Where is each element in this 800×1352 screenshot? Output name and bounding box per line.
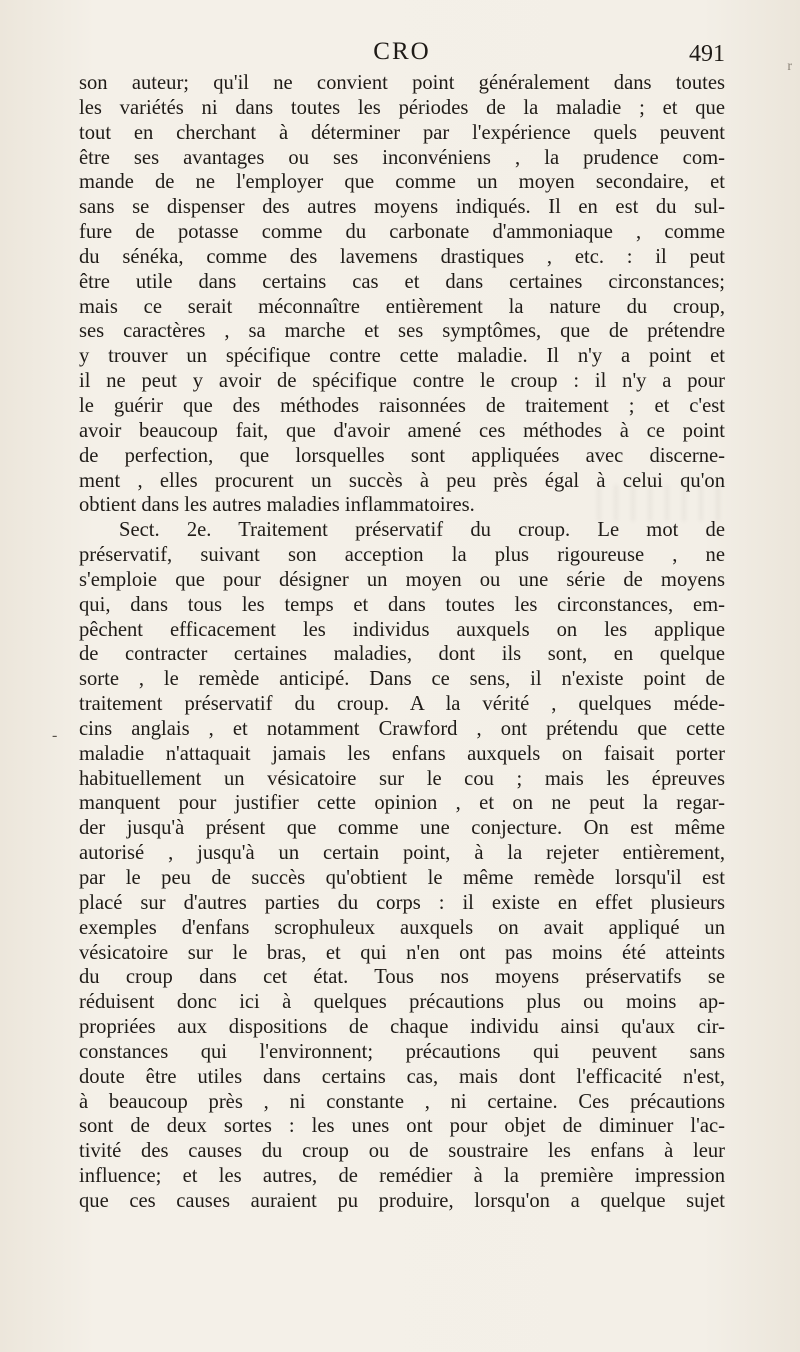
text-line: préservatif, suivant son acception la plus rigoureuse , ne xyxy=(79,544,725,567)
text-line: sans se dispenser des autres moyens indiqués. Il en est du sul- xyxy=(79,196,725,219)
text-line: par le peu de succès qu'obtient le même remède lorsqu'il est xyxy=(79,867,725,889)
text-line: mande de ne l'employer que comme un moyen secondaire, et xyxy=(79,171,725,194)
text-line: de perfection, que lorsquelles sont appliquées avec discerne- xyxy=(79,444,725,467)
text-line: doute être utiles dans certains cas, mais dont l'efficacité n'est, xyxy=(79,1065,725,1088)
body-text xyxy=(79,71,725,1214)
text-line: qui, dans tous les temps et dans toutes les circonstances, em- xyxy=(79,593,725,616)
text-line: réduisent donc ici à quelques précautions plus ou moins ap- xyxy=(79,991,725,1014)
text-line: avoir beaucoup fait, que d'avoir amené ces méthodes à ce point xyxy=(79,419,725,442)
text-line: placé sur d'autres parties du corps : il existe en effet plusieurs xyxy=(79,891,725,914)
text-line: sont de deux sortes : les unes ont pour objet de diminuer l'ac- xyxy=(79,1115,725,1138)
paragraph-1 xyxy=(79,71,725,518)
text-line: son auteur; qu'il ne convient point généralement dans toutes xyxy=(79,72,725,94)
text-line: habituellement un vésicatoire sur le cou ; mais les épreuves xyxy=(79,767,725,790)
text-line: sorte , le remède anticipé. Dans ce sens, il n'existe point de xyxy=(79,668,725,691)
left-margin-mark: - xyxy=(52,727,58,744)
text-line: que ces causes auraient pu produire, lorsqu'on a quelque sujet xyxy=(79,1189,725,1212)
text-line: obtient dans les autres maladies inflammatoires. xyxy=(79,494,475,517)
text-line: tout en cherchant à déterminer par l'expérience quels peuvent xyxy=(79,121,725,144)
text-line: cins anglais , et notamment Crawford , ont prétendu que cette xyxy=(79,717,725,740)
text-line: constances qui l'environnent; précautions qui peuvent sans xyxy=(79,1040,725,1063)
section-heading-line: Sect. 2e. Traitement préservatif du croup. Le mot de xyxy=(119,519,725,542)
text-line: être utile dans certains cas et dans certaines circonstances; xyxy=(79,270,725,293)
text-line: maladie n'attaquait jamais les enfans auxquels on faisait porter xyxy=(79,742,725,765)
text-line: exemples d'enfans scrophuleux auxquels on avait appliqué un xyxy=(79,916,725,939)
text-line: être ses avantages ou ses inconvéniens , la prudence com- xyxy=(79,146,725,169)
text-line: traitement préservatif du croup. A la vérité , quelques méde- xyxy=(79,693,725,716)
text-line: propriées aux dispositions de chaque individu ainsi qu'aux cir- xyxy=(79,1016,725,1039)
text-line: du croup dans cet état. Tous nos moyens préservatifs se xyxy=(79,966,725,989)
text-line: influence; et les autres, de remédier à la première impression xyxy=(79,1165,725,1188)
text-line: tivité des causes du croup ou de soustraire les enfans à leur xyxy=(79,1140,725,1163)
paragraph-2 xyxy=(79,518,725,1214)
text-line: de contracter certaines maladies, dont ils sont, en quelque xyxy=(79,643,725,666)
text-line: fure de potasse comme du carbonate d'ammoniaque , comme xyxy=(79,221,725,244)
text-line: ses caractères , sa marche et ses symptômes, que de prétendre xyxy=(79,320,725,343)
text-line: vésicatoire sur le bras, et qui n'en ont pas moins été atteints xyxy=(79,941,725,964)
text-line: du sénéka, comme des lavemens drastiques , etc. : il peut xyxy=(79,245,725,268)
text-line: à beaucoup près , ni constante , ni certaine. Ces précautions xyxy=(79,1090,725,1113)
text-line: der jusqu'à présent que comme une conjecture. On est même xyxy=(79,817,725,840)
text-line: s'emploie que pour désigner un moyen ou une série de moyens xyxy=(79,568,725,591)
text-line: pêchent efficacement les individus auxquels on les applique xyxy=(79,618,725,641)
text-line: manquent pour justifier cette opinion , et on ne peut la regar- xyxy=(79,792,725,815)
text-line: mais ce serait méconnaître entièrement la nature du croup, xyxy=(79,295,725,318)
page-number: 491 xyxy=(689,41,725,67)
running-head: CRO xyxy=(373,38,431,65)
text-line: les variétés ni dans toutes les périodes de la maladie ; et que xyxy=(79,96,725,119)
text-line: autorisé , jusqu'à un certain point, à la rejeter entièrement, xyxy=(79,842,725,865)
text-line: y trouver un spécifique contre cette maladie. Il n'y a point et xyxy=(79,345,725,368)
text-line: le guérir que des méthodes raisonnées de traitement ; et c'est xyxy=(79,394,725,417)
right-margin-mark: r xyxy=(787,59,792,74)
text-line: ment , elles procurent un succès à peu près égal à celui qu'on xyxy=(79,469,725,492)
text-line: il ne peut y avoir de spécifique contre le croup : il n'y a pour xyxy=(79,370,725,393)
page-header xyxy=(79,38,725,68)
